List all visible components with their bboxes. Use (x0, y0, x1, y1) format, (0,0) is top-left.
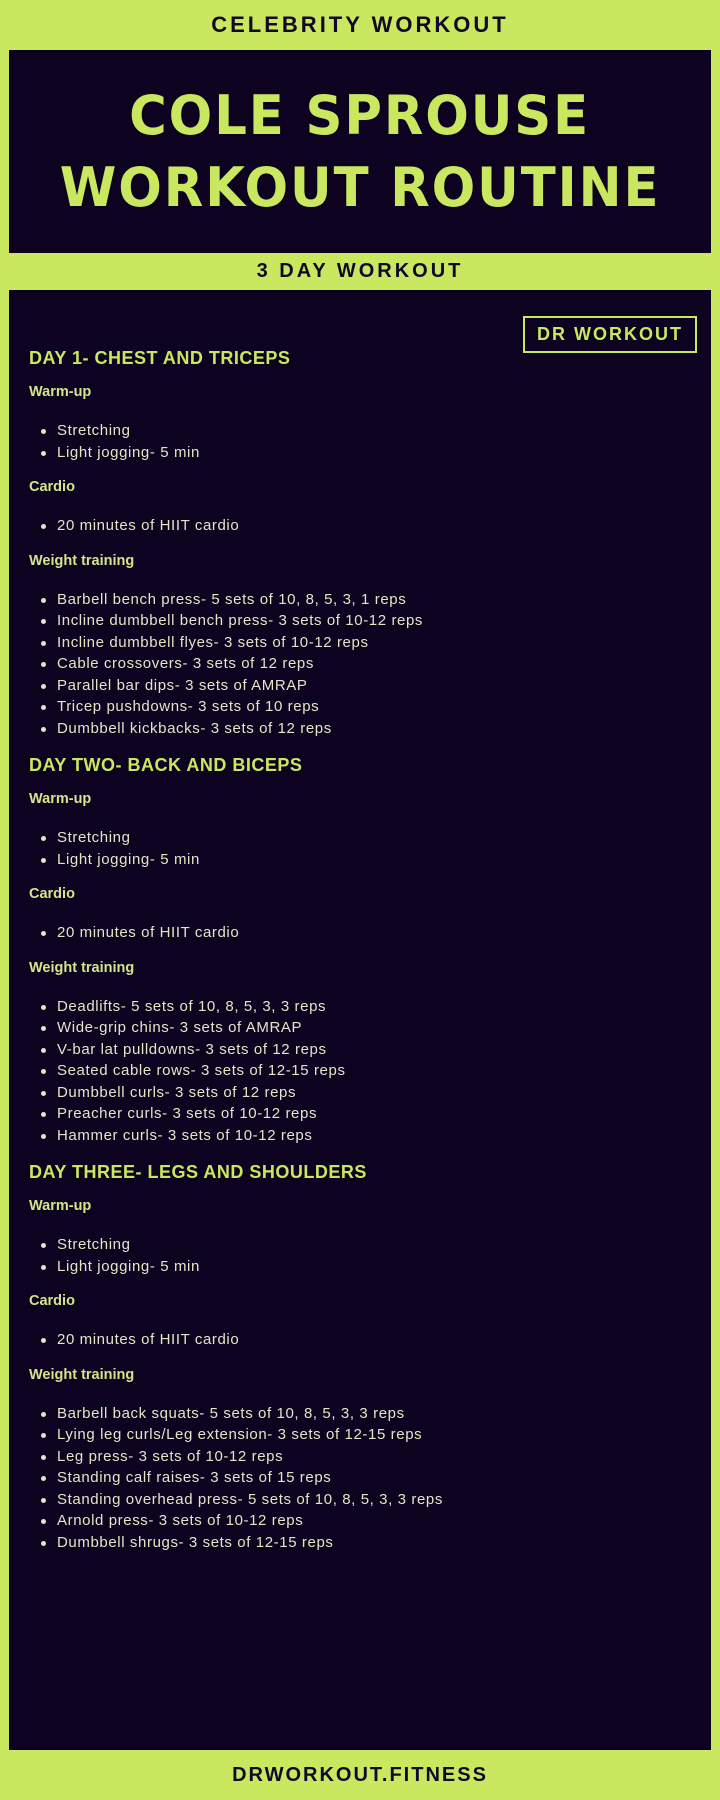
day-title: DAY THREE- LEGS AND SHOULDERS (29, 1162, 367, 1182)
footer-website: DRWORKOUT.FITNESS (232, 1763, 488, 1786)
list-item: Deadlifts- 5 sets of 10, 8, 5, 3, 3 reps (29, 996, 689, 1018)
section-title: Warm-up (29, 384, 92, 400)
day-block (29, 755, 689, 1146)
list-item: Dumbbell kickbacks- 3 sets of 12 reps (29, 718, 689, 740)
list-item: Light jogging- 5 min (29, 442, 689, 464)
list-item: Stretching (29, 420, 689, 442)
exercise-list (29, 922, 689, 944)
list-item: Stretching (29, 1234, 689, 1256)
list-item: 20 minutes of HIIT cardio (29, 922, 689, 944)
title-banner (9, 50, 711, 253)
section-title: Weight training (29, 959, 135, 976)
list-item: Light jogging- 5 min (29, 849, 689, 871)
list-item: Parallel bar dips- 3 sets of AMRAP (29, 675, 689, 697)
day-block (29, 1162, 689, 1553)
list-item: Dumbbell curls- 3 sets of 12 reps (29, 1082, 689, 1104)
list-item: Leg press- 3 sets of 10-12 reps (29, 1446, 689, 1468)
day-title: DAY 1- CHEST AND TRICEPS (29, 348, 291, 368)
list-item: Tricep pushdowns- 3 sets of 10 reps (29, 696, 689, 718)
day-title: DAY TWO- BACK AND BICEPS (29, 755, 303, 775)
exercise-list (29, 1234, 689, 1277)
section-title: Cardio (29, 479, 75, 495)
section-title: Warm-up (29, 791, 92, 807)
list-item: Standing calf raises- 3 sets of 15 reps (29, 1467, 689, 1489)
category-label: CELEBRITY WORKOUT (211, 12, 509, 37)
brand-badge: DR WORKOUT (523, 316, 697, 353)
section-title: Warm-up (29, 1198, 92, 1214)
list-item: Barbell back squats- 5 sets of 10, 8, 5, 3, 3 reps (29, 1403, 689, 1425)
page-title-line-1: COLE SPROUSE (129, 83, 591, 147)
list-item: Seated cable rows- 3 sets of 12-15 reps (29, 1060, 689, 1082)
list-item: 20 minutes of HIIT cardio (29, 1329, 689, 1351)
list-item: Wide-grip chins- 3 sets of AMRAP (29, 1017, 689, 1039)
workout-content (9, 290, 711, 1750)
list-item: Preacher curls- 3 sets of 10-12 reps (29, 1103, 689, 1125)
section-title: Cardio (29, 1293, 75, 1309)
list-item: Standing overhead press- 5 sets of 10, 8, 5, 3, 3 reps (29, 1489, 689, 1511)
list-item: Barbell bench press- 5 sets of 10, 8, 5, 3, 1 reps (29, 589, 689, 611)
list-item: V-bar lat pulldowns- 3 sets of 12 reps (29, 1039, 689, 1061)
subtitle-label: 3 DAY WORKOUT (256, 259, 464, 282)
list-item: Stretching (29, 827, 689, 849)
section-title: Weight training (29, 552, 135, 569)
list-item: Hammer curls- 3 sets of 10-12 reps (29, 1125, 689, 1147)
list-item: Dumbbell shrugs- 3 sets of 12-15 reps (29, 1532, 689, 1554)
section-title: Cardio (29, 886, 75, 902)
days-container (29, 348, 689, 1569)
list-item: Arnold press- 3 sets of 10-12 reps (29, 1510, 689, 1532)
list-item: Cable crossovers- 3 sets of 12 reps (29, 653, 689, 675)
exercise-list (29, 1329, 689, 1351)
list-item: Incline dumbbell bench press- 3 sets of 10-12 reps (29, 610, 689, 632)
list-item: Light jogging- 5 min (29, 1256, 689, 1278)
list-item: 20 minutes of HIIT cardio (29, 515, 689, 537)
exercise-list (29, 996, 689, 1147)
exercise-list (29, 420, 689, 463)
list-item: Incline dumbbell flyes- 3 sets of 10-12 reps (29, 632, 689, 654)
exercise-list (29, 515, 689, 537)
exercise-list (29, 589, 689, 740)
section-title: Weight training (29, 1366, 135, 1383)
exercise-list (29, 827, 689, 870)
list-item: Lying leg curls/Leg extension- 3 sets of 12-15 reps (29, 1424, 689, 1446)
page-title-line-2: WORKOUT ROUTINE (59, 155, 661, 219)
exercise-list (29, 1403, 689, 1554)
day-block (29, 348, 689, 739)
